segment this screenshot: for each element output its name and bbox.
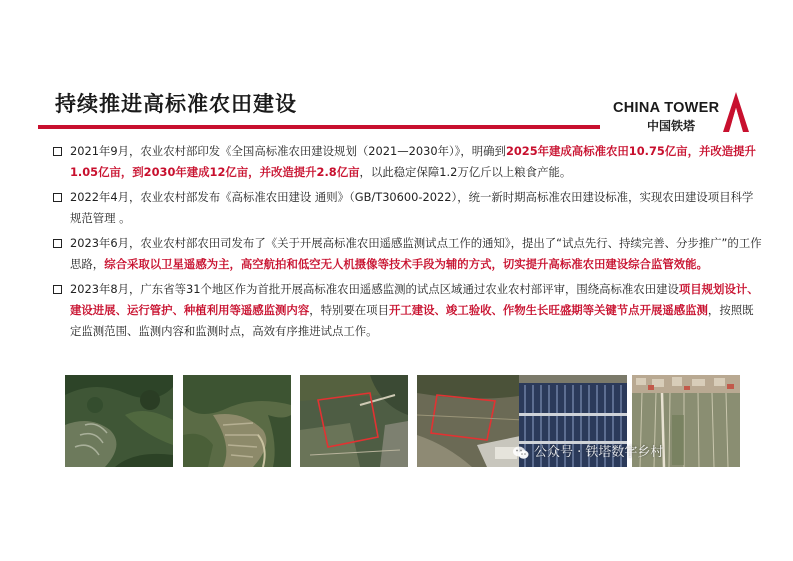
bullet-text-segment: 2021年9月，农业农村部印发《全国高标准农田建设规划（2021—2030年）》，明确到 <box>70 144 506 158</box>
satellite-boundary-red-outline-image <box>300 375 408 467</box>
bullet-highlight-segment: 2025年建成高标准农田10.75亿亩，并改造提升1.05亿亩，到2030年建成12亿亩，并改造提升2.8亿亩 <box>70 144 756 179</box>
logo-text-en: CHINA TOWER <box>613 100 720 116</box>
watermark-text: 公众号 · 铁塔数字乡村 <box>534 445 664 460</box>
bullet-item-2023-06 <box>53 233 763 275</box>
bullet-square-icon <box>53 193 62 202</box>
bullet-list <box>53 141 763 346</box>
satellite-bare-field-red-outline-image <box>417 375 525 467</box>
wechat-icon <box>512 444 530 462</box>
bullet-text-segment: 2023年8月，广东省等31个地区作为首批开展高标准农田遥感监测的试点区域通过农业农村部评审，围绕高标准农田建设 <box>70 282 679 296</box>
satellite-terraced-fields-image <box>65 375 173 467</box>
bullet-item-2023-08 <box>53 279 763 342</box>
wechat-watermark <box>512 441 663 463</box>
tower-logo-icon <box>719 90 753 134</box>
bullet-text-segment: 2022年4月，农业农村部发布《高标准农田建设 通则》（GB/T30600-2022），统一新时期高标准农田建设标准，实现农田建设项目科学规范管理 。 <box>70 190 754 225</box>
bullet-item-2021 <box>53 141 763 183</box>
bullet-highlight-segment: 项目规划设计、建设进展、运行管护、种植利用等遥感监测内容 <box>70 282 759 317</box>
bullet-square-icon <box>53 239 62 248</box>
bullet-square-icon <box>53 285 62 294</box>
page-title: 持续推进高标准农田建设 <box>55 91 297 116</box>
bullet-highlight-segment: 开工建设、竣工验收、作物生长旺盛期等关键节点开展遥感监测 <box>388 303 708 317</box>
logo-text-cn: 中国铁塔 <box>647 119 696 133</box>
bullet-square-icon <box>53 147 62 156</box>
title-divider <box>38 125 600 129</box>
china-tower-logo <box>613 90 753 135</box>
bullet-text-segment: ，特别要在项目 <box>309 303 389 317</box>
bullet-text-segment: 2023年6月，农业农村部农田司发布了《关于开展高标准农田遥感监测试点工作的通知》，提出了“试点先行、持续完善、分步推广”的工作思路， <box>70 236 762 271</box>
satellite-hillside-fields-image <box>183 375 291 467</box>
bullet-text-segment: ，按照既定监测范围、监测内容和监测时点，高效有序推进试点工作。 <box>70 303 754 338</box>
bullet-text-segment: ，以此稳定保障1.2万亿斤以上粮食产能。 <box>359 165 572 179</box>
bullet-highlight-segment: 综合采取以卫星遥感为主，高空航拍和低空无人机摄像等技术手段为辅的方式，切实提升高标准农田建设综合监管效能。 <box>104 257 708 271</box>
bullet-item-2022 <box>53 187 763 229</box>
